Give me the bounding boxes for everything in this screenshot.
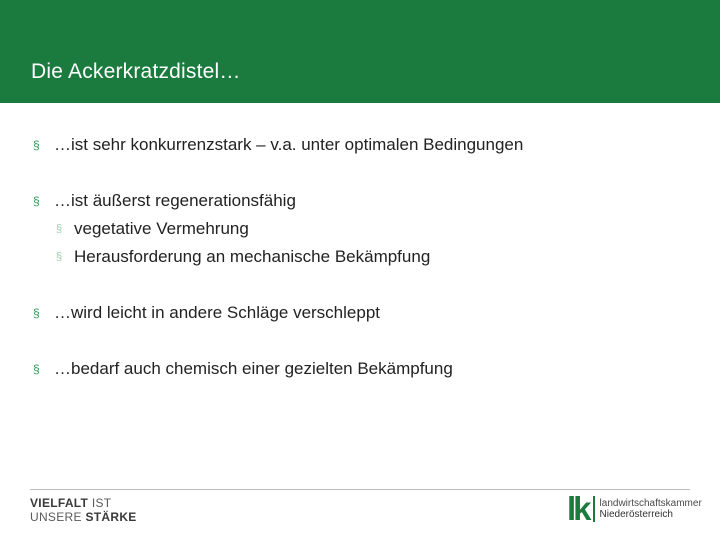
logo-divider <box>593 496 595 522</box>
bullet-item <box>33 191 296 211</box>
chamber-logo <box>567 490 702 527</box>
square-bullet-icon: § <box>33 194 40 208</box>
bullet-item <box>33 303 380 323</box>
bullet-text: …wird leicht in andere Schläge verschleppt <box>54 303 381 322</box>
bullet-text: …bedarf auch chemisch einer gezielten Bekämpfung <box>54 359 453 378</box>
square-bullet-icon: § <box>56 251 63 263</box>
sub-bullet-text: vegetative Vermehrung <box>74 219 249 238</box>
slide-title: Die Ackerkratzdistel… <box>31 60 241 83</box>
slogan-word: IST <box>91 496 112 510</box>
sub-bullet-item <box>56 247 430 267</box>
bullet-text: …ist sehr konkurrenzstark – v.a. unter optimalen Bedingungen <box>54 135 524 154</box>
lk-logo-mark: lk <box>567 490 589 527</box>
logo-line-2: Niederösterreich <box>599 509 673 520</box>
square-bullet-icon: § <box>33 362 40 376</box>
sub-bullet-text: Herausforderung an mechanische Bekämpfung <box>74 247 431 266</box>
square-bullet-icon: § <box>33 138 40 152</box>
bullet-item <box>33 135 523 155</box>
slogan-logo <box>30 496 137 524</box>
square-bullet-icon: § <box>33 306 40 320</box>
footer-divider <box>30 489 690 490</box>
bullet-item <box>33 359 453 379</box>
logo-wordmark <box>600 498 702 520</box>
slogan-word: VIELFALT <box>30 496 89 510</box>
slogan-word: STÄRKE <box>85 510 137 524</box>
square-bullet-icon: § <box>56 223 63 235</box>
bullet-text: …ist äußerst regenerationsfähig <box>54 191 296 210</box>
sub-bullet-item <box>56 219 249 239</box>
slogan-word: UNSERE <box>30 510 82 524</box>
logo-line-1: landwirtschaftskammer <box>599 498 702 509</box>
